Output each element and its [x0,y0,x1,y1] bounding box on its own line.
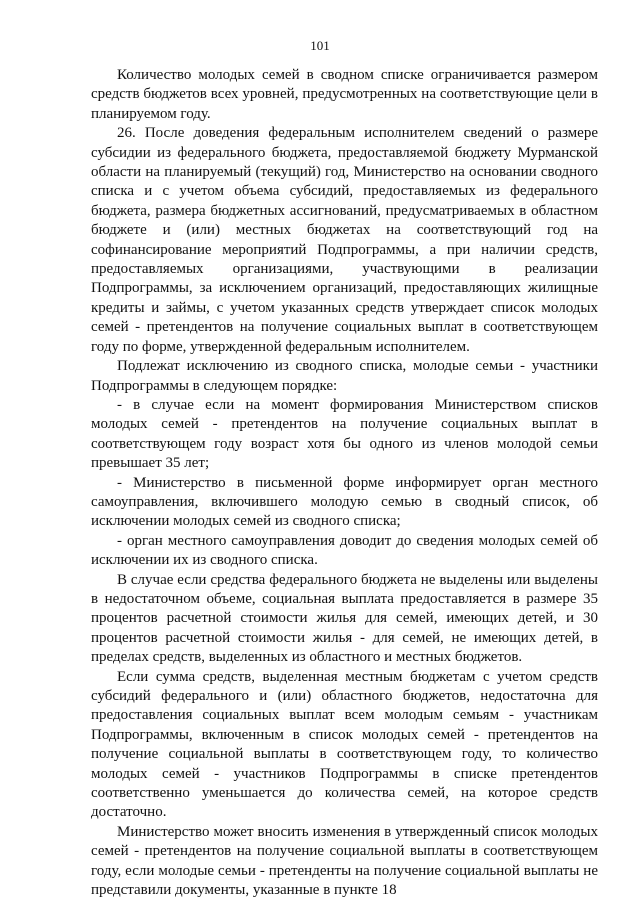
paragraph-insufficient-local-funds: Если сумма средств, выделенная местным бюджетам с учетом средств субсидий федерального и (или) областного бюджетов, недостаточна для предоставления социальных выплат всем молодым семьям - участникам Подпрограммы, включенным в список молодых семей - претендентов на получение социальной выплаты в соответствующем году, то количество молодых семей - участников Подпрограммы в списке претендентов соответственно уменьшается до количества семей, на которое средств достаточно. [91,668,598,821]
paragraph-exclusion-inform: - орган местного самоуправления доводит до сведения молодых семей об исключении их из сводного списка. [91,532,598,569]
paragraph-family-count-limit: Количество молодых семей в сводном списке ограничивается размером средств бюджетов всех уровней, предусмотренных на соответствующие цели в планируемом году. [91,67,598,122]
paragraph-exclusion-notice: - Министерство в письменной форме информирует орган местного самоуправления, включившего молодую семью в сводный список, об исключении молодых семей из сводного списка; [91,474,598,530]
page-number: 101 [310,38,330,53]
paragraph-list-changes: Министерство может вносить изменения в утвержденный список молодых семей - претендентов на получение социальной выплаты в соответствующем году, если молодые семьи - претенденты на получение социальной выплаты не представили документы, указанные в пункте 18 [91,823,598,899]
document-body [91,66,598,900]
paragraph-exclusion-age: - в случае если на момент формирования Министерством списков молодых семей - претендентов на получение социальных выплат в соответствующем году возраст хотя бы одного из членов молодой семьи превышает 35 лет; [91,396,598,472]
paragraph-item-26: 26. После доведения федеральным исполнителем сведений о размере субсидии из федерального бюджета, предоставляемой бюджету Мурманской области на планируемый (текущий) год, Министерство на основании сводного списка и с учетом объема субсидий, предоставляемых из федерального бюджета, размера бюджетных ассигнований, предусматриваемых в областном бюджете и (или) местных бюджетах на соответствующий год на софинансирование мероприятий Подпрограммы, а при наличии средств, предоставляемых организациями, участвующими в реализации Подпрограммы, за исключением организаций, предоставляющих жилищные кредиты и займы, с учетом указанных средств утверждает список молодых семей - претендентов на получение социальных выплат в соответствующем году по форме, утвержденной федеральным исполнителем. [91,125,598,355]
paragraph-exclusion-intro: Подлежат исключению из сводного списка, молодые семьи - участники Подпрограммы в следующем порядке: [91,358,598,394]
paragraph-insufficient-federal-funds: В случае если средства федерального бюджета не выделены или выделены в недостаточном объеме, социальная выплата предоставляется в размере 35 процентов расчетной стоимости жилья для семей, имеющих детей, и 30 процентов расчетной стоимости жилья - для семей, не имеющих детей, в пределах средств, выделенных из областного и местных бюджетов. [91,571,598,666]
